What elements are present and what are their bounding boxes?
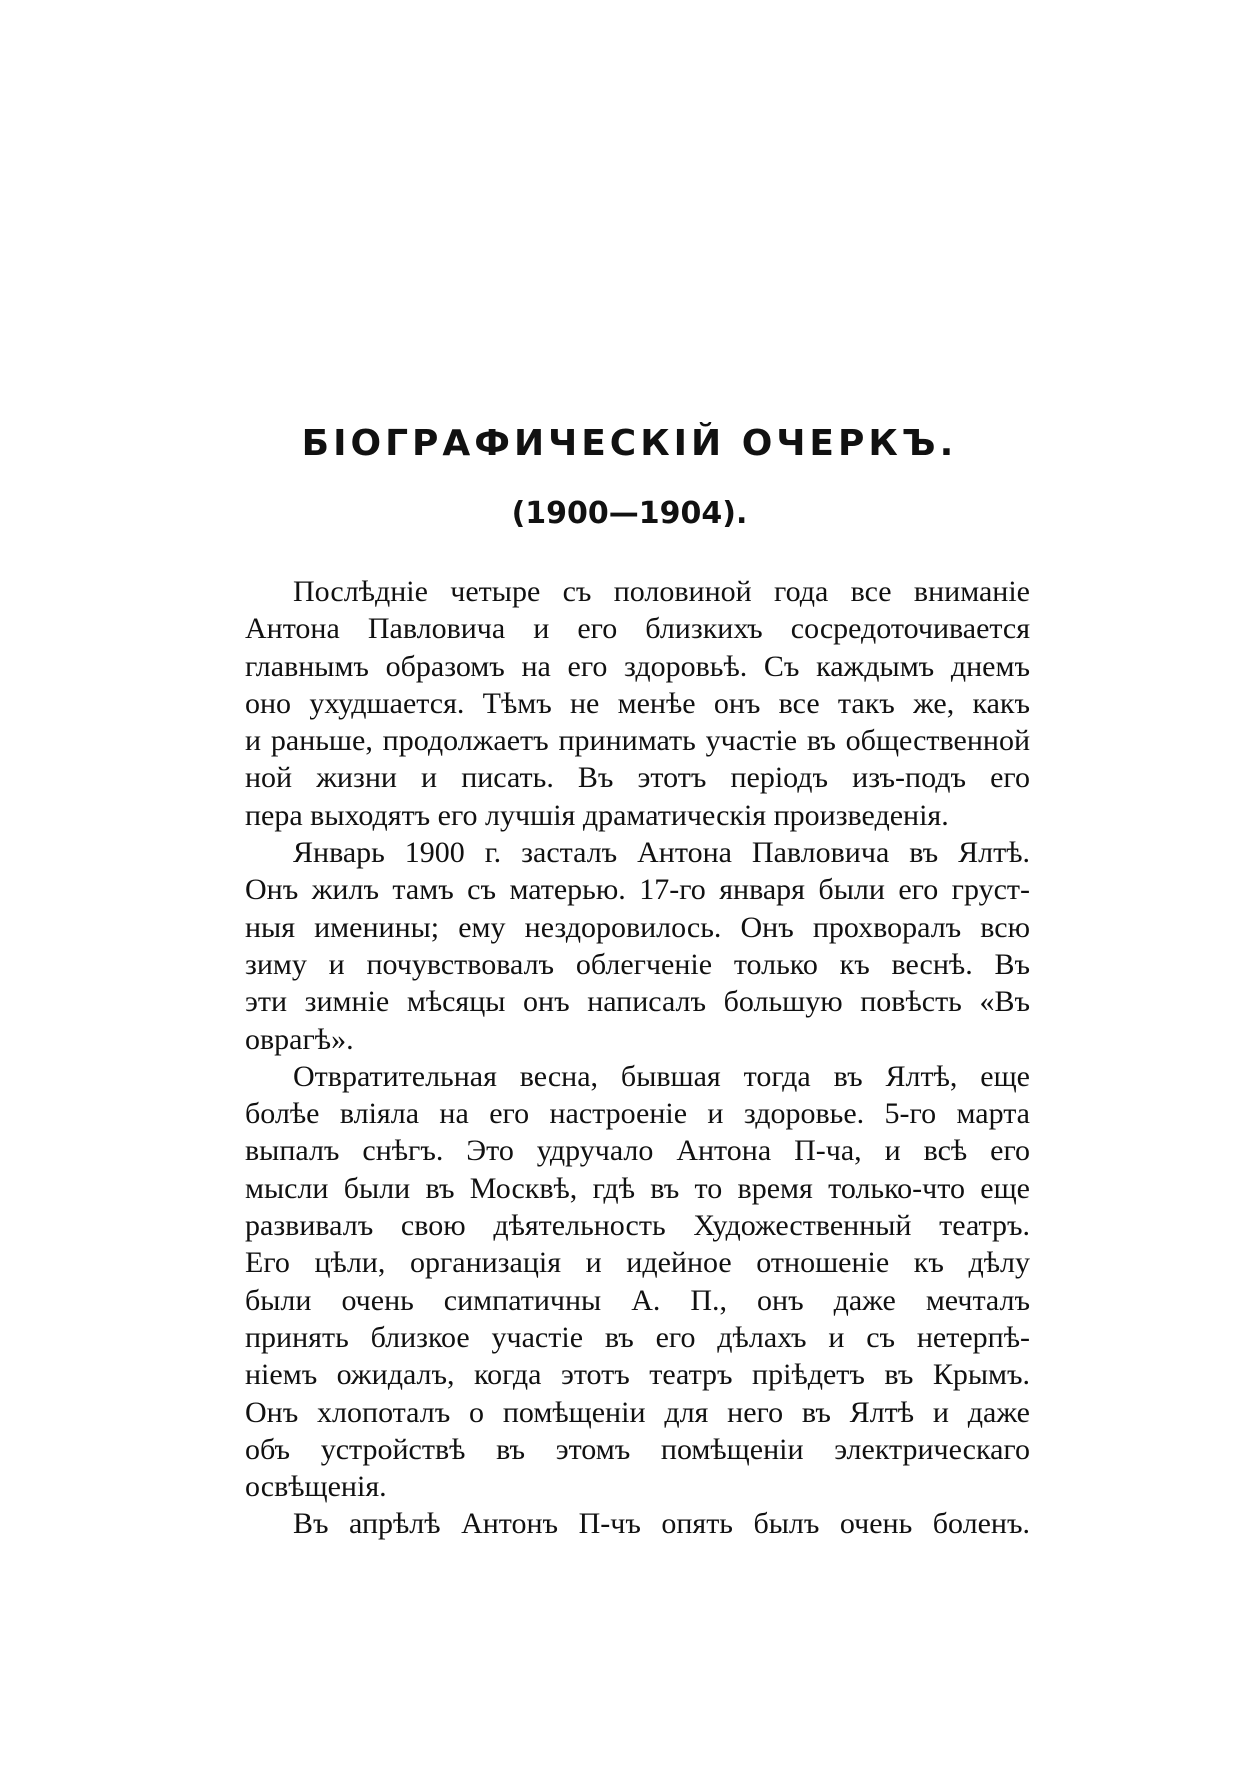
text-line: Онъ жилъ тамъ съ матерью. 17-го января были его груст- [245,873,1030,907]
text-line: Его цѣли, организація и идейное отношеніе къ дѣлу [245,1246,1030,1280]
text-line: Январь 1900 г. засталъ Антона Павловича въ Ялтѣ. [293,836,1030,870]
text-line: развивалъ свою дѣятельность Художественный театръ. [245,1209,1030,1243]
chapter-years: (1900—1904). [511,496,748,531]
text-line: оврагѣ». [245,1022,354,1056]
text-line: Въ апрѣлѣ Антонъ П-чъ опять былъ очень боленъ. [293,1507,1030,1541]
text-line: ныя именины; ему нездоровилось. Онъ прохворалъ всю [245,910,1030,944]
text-line: и раньше, продолжаетъ принимать участіе въ общественной [245,724,1030,758]
paragraph [245,834,1030,1058]
text-line: Послѣдніе четыре съ половиной года все вниманіе [293,575,1030,608]
text-line: оно ухудшается. Тѣмъ не менѣе онъ все такъ же, какъ [245,686,1030,720]
chapter-title: БІОГРАФИЧЕСКІЙ ОЧЕРКЪ. [301,423,958,464]
text-line: Отвратительная весна, бывшая тогда въ Ялтѣ, еще [293,1059,1030,1093]
text-line: ніемъ ожидалъ, когда этотъ театръ пріѣдетъ въ Крымъ. [245,1358,1030,1392]
body-text [245,573,1030,1543]
text-line: принять близкое участіе въ его дѣлахъ и съ нетерпѣ- [245,1320,1030,1354]
paragraph [245,1505,1030,1542]
text-line: болѣе вліяла на его настроеніе и здоровье. 5-го марта [245,1097,1030,1131]
paragraph [245,1058,1030,1506]
text-line: эти зимніе мѣсяцы онъ написалъ большую повѣсть «Въ [245,985,1030,1019]
text-line: были очень симпатичны А. П., онъ даже мечталъ [245,1283,1030,1317]
paragraph [245,573,1030,834]
text-line: освѣщенія. [245,1470,387,1504]
text-line: ной жизни и писать. Въ этотъ періодъ изъ-подъ его [245,761,1030,795]
text-line: главнымъ образомъ на его здоровьѣ. Съ каждымъ днемъ [245,649,1030,683]
text-line: объ устройствѣ въ этомъ помѣщеніи электрическаго [245,1432,1030,1466]
text-line: мысли были въ Москвѣ, гдѣ въ то время только-что еще [245,1171,1030,1205]
text-line: Антона Павловича и его близкихъ сосредоточивается [245,612,1030,646]
text-line: выпалъ снѣгъ. Это удручало Антона П-ча, и всѣ его [245,1134,1030,1168]
text-line: Онъ хлопоталъ о помѣщеніи для него въ Ялтѣ и даже [245,1395,1030,1429]
text-line: зиму и почувствовалъ облегченіе только къ веснѣ. Въ [245,947,1030,981]
text-line: пера выходятъ его лучшія драматическія произведенія. [245,798,949,832]
